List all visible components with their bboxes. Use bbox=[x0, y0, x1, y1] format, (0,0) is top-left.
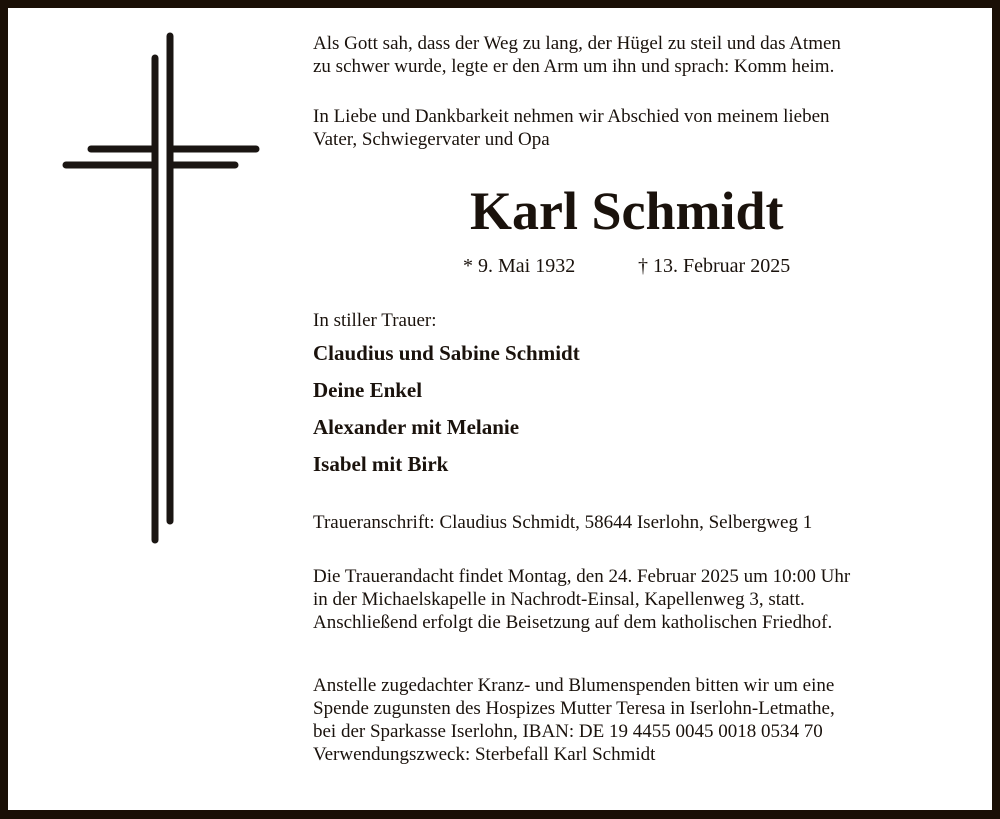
service-line: in der Michaelskapelle in Nachrodt-Einsal, Kapellenweg 3, statt. bbox=[313, 589, 805, 610]
death-date: † 13. Februar 2025 bbox=[638, 255, 791, 277]
farewell-line: Vater, Schwiegervater und Opa bbox=[313, 129, 550, 150]
birth-date: * 9. Mai 1932 bbox=[463, 255, 576, 277]
donation-line: Anstelle zugedachter Kranz- und Blumenspenden bitten wir um eine bbox=[313, 675, 835, 696]
farewell-line: In Liebe und Dankbarkeit nehmen wir Abschied von meinem lieben bbox=[313, 106, 830, 127]
service-line: Anschließend erfolgt die Beisetzung auf dem katholischen Friedhof. bbox=[313, 612, 833, 633]
obituary-card bbox=[8, 8, 992, 810]
donation-line: Verwendungszweck: Sterbefall Karl Schmidt bbox=[313, 744, 656, 765]
mourning-label: In stiller Trauer: bbox=[313, 310, 437, 331]
mourner: Isabel mit Birk bbox=[313, 452, 449, 476]
mourning-address: Traueranschrift: Claudius Schmidt, 58644 Iserlohn, Selbergweg 1 bbox=[313, 512, 813, 533]
mourner: Claudius und Sabine Schmidt bbox=[313, 341, 580, 365]
mourners-list bbox=[313, 335, 580, 483]
donation-info bbox=[313, 674, 835, 766]
cross-icon bbox=[8, 8, 308, 568]
donation-line: Spende zugunsten des Hospizes Mutter Teresa in Iserlohn-Letmathe, bbox=[313, 698, 835, 719]
donation-line: bei der Sparkasse Iserlohn, IBAN: DE 19 4455 0045 0018 0534 70 bbox=[313, 721, 823, 742]
deceased-name: Karl Schmidt bbox=[470, 181, 784, 241]
mourner: Deine Enkel bbox=[313, 378, 423, 402]
service-line: Die Trauerandacht findet Montag, den 24. Februar 2025 um 10:00 Uhr bbox=[313, 566, 851, 587]
farewell-text bbox=[313, 105, 830, 151]
quote-line: Als Gott sah, dass der Weg zu lang, der Hügel zu steil und das Atmen bbox=[313, 33, 841, 54]
quote-line: zu schwer wurde, legte er den Arm um ihn und sprach: Komm heim. bbox=[313, 56, 835, 77]
service-info bbox=[313, 565, 850, 634]
mourner: Alexander mit Melanie bbox=[313, 415, 520, 439]
intro-quote bbox=[313, 32, 841, 78]
